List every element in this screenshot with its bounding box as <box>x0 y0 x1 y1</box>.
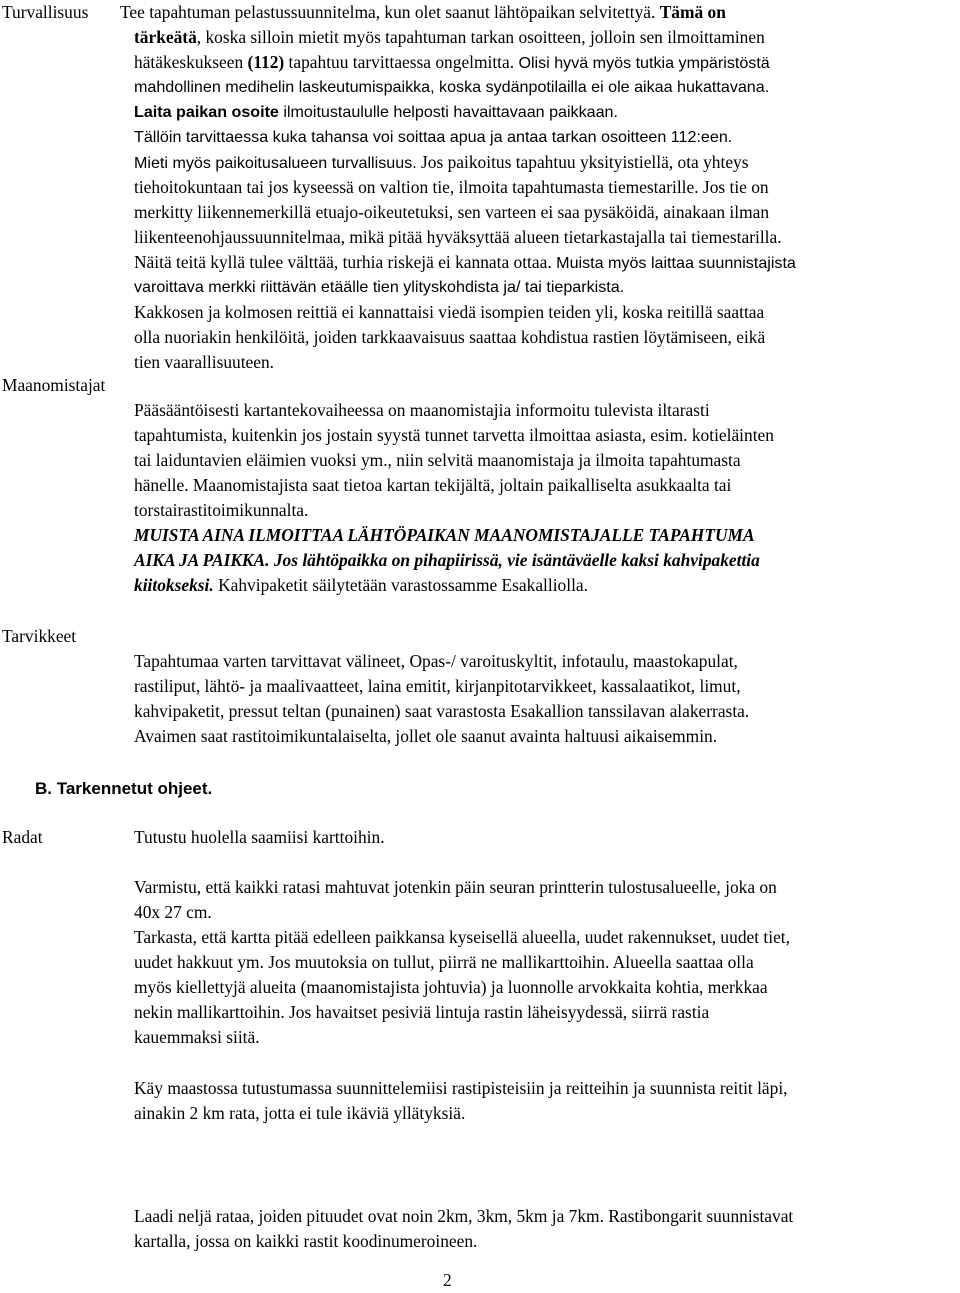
text-line: Pääsääntöisesti kartantekovaiheessa on maanomistajia informoitu tulevista iltarasti <box>134 400 710 420</box>
text-line: 40x 27 cm. <box>134 902 212 922</box>
text-line: tapahtumista, kuitenkin jos jostain syystä tunnet tarvetta ilmoittaa asiasta, esim. kotieläinten <box>134 425 774 445</box>
emphasis-line: AIKA JA PAIKKA. Jos lähtöpaikka on pihapiirissä, vie isäntäväelle kaksi kahvipakettia <box>134 550 760 570</box>
maanomistajat-section <box>134 398 960 598</box>
text-line: torstairastitoimikunnalta. <box>134 500 309 520</box>
text-line: Tee tapahtuman pelastussuunnitelma, kun olet saanut lähtöpaikan selvitettyä. Tämä on <box>120 2 726 22</box>
text-line: Käy maastossa tutustumassa suunnittelemiisi rastipisteisiin ja reitteihin ja suunnista reitit läpi, <box>134 1078 788 1098</box>
text-line: kiitokseksi. Kahvipaketit säilytetään varastossamme Esakalliolla. <box>134 575 588 595</box>
text-line: hänelle. Maanomistajista saat tietoa kartan tekijältä, joltain paikalliselta asukkaalta tai <box>134 475 732 495</box>
text-line: nekin mallikarttoihin. Jos havaitset pesiviä lintuja rastin läheisyydessä, siirrä rastia <box>134 1002 710 1022</box>
radat-courses-paragraph <box>134 1204 960 1254</box>
text-line: kahvipaketit, pressut teltan (punainen) saat varastosta Esakallion tanssilavan alakerrasta. <box>134 701 750 721</box>
text-line: Avaimen saat rastitoimikuntalaiselta, jollet ole saanut avainta haltuusi aikaisemmin. <box>134 726 718 746</box>
text-line: Mieti myös paikoitusalueen turvallisuus. Jos paikoitus tapahtuu yksityistiellä, ota yhteys <box>134 152 749 172</box>
text-line: merkitty liikennemerkillä etuajo-oikeutetuksi, sen varteen ei saa pysäköidä, ainakaan ilman <box>134 202 770 222</box>
text-line: Tarkasta, että kartta pitää edelleen paikkansa kyseisellä alueella, uudet rakennukset, uudet tiet, <box>134 927 790 947</box>
text-line: uudet hakkuut ym. Jos muutoksia on tullut, piirrä ne mallikarttoihin. Alueella saattaa olla <box>134 952 754 972</box>
text-line: ainakin 2 km rata, jotta ei tule ikäviä yllätyksiä. <box>134 1103 466 1123</box>
label-tarvikkeet: Tarvikkeet <box>2 626 77 646</box>
emphasis-line: MUISTA AINA ILMOITTAA LÄHTÖPAIKAN MAANOMISTAJALLE TAPAHTUMA <box>134 525 755 545</box>
text-line: Tapahtumaa varten tarvittavat välineet, Opas-/ varoituskyltit, infotaulu, maastokapulat, <box>134 651 738 671</box>
text-line: mahdollinen medihelin laskeutumispaikka, koska sydänpotilailla ei ole aikaa hukattavana. <box>134 78 770 96</box>
text-line: Kakkosen ja kolmosen reittiä ei kannattaisi viedä isompien teiden yli, koska reitillä saattaa <box>134 302 765 322</box>
section-b-heading: B. Tarkennetut ohjeet. <box>35 779 213 798</box>
text-line: Varmistu, että kaikki ratasi mahtuvat jotenkin päin seuran printterin tulostusalueelle, joka on <box>134 877 777 897</box>
tarvikkeet-section <box>134 649 960 749</box>
label-radat: Radat <box>2 827 43 847</box>
text-line: varoittava merkki riittävän etäälle tien ylityskohdista ja/ tai tieparkista. <box>134 278 625 296</box>
text-line: liikenteenohjaussuunnitelmaa, mikä pitää hyväksyttää alueen tietarkastajalla tai tiemestarilla. <box>134 227 782 247</box>
text-line: tärkeätä, koska silloin mietit myös tapahtuman tarkan osoitteen, jolloin sen ilmoittaminen <box>134 27 765 47</box>
text-line: Tällöin tarvittaessa kuka tahansa voi soittaa apua ja antaa tarkan osoitteen 112:een. <box>134 128 733 146</box>
text-line: Laadi neljä rataa, joiden pituudet ovat noin 2km, 3km, 5km ja 7km. Rastibongarit suunnistavat <box>134 1206 794 1226</box>
turvallisuus-section <box>120 0 960 375</box>
text-line: rastiliput, lähtö- ja maalivaatteet, laina emitit, kirjanpitotarvikkeet, kassalaatikot, limut, <box>134 676 741 696</box>
page-number: 2 <box>443 1270 452 1290</box>
text-line: myös kiellettyjä alueita (maanomistajista johtuvia) ja luonnolle arvokkaita kohtia, merkkaa <box>134 977 768 997</box>
text-line: Näitä teitä kyllä tulee välttää, turhia riskejä ei kannata ottaa. Muista myös laittaa suunnistajista <box>134 252 796 272</box>
label-maanomistajat: Maanomistajat <box>2 375 106 395</box>
text-line: tiehoitokuntaan tai jos kyseessä on valtion tie, ilmoita tapahtumasta tiemestarille. Jos tie on <box>134 177 769 197</box>
text-line: Laita paikan osoite ilmoitustaululle helposti havaittavaan paikkaan. <box>134 103 618 121</box>
text-line: olla nuoriakin henkilöitä, joiden tarkkaavaisuus saattaa kohdistua rastien löytämiseen, eikä <box>134 327 766 347</box>
label-turvallisuus: Turvallisuus <box>2 2 89 22</box>
text-line: kauemmaksi siitä. <box>134 1027 260 1047</box>
radat-section <box>134 825 960 1126</box>
text-line: tien vaarallisuuteen. <box>134 352 275 372</box>
text-line: Tutustu huolella saamiisi karttoihin. <box>134 827 385 847</box>
text-line: hätäkeskukseen (112) tapahtuu tarvittaessa ongelmitta. Olisi hyvä myös tutkia ympäristöstä <box>134 52 770 72</box>
text-line: kartalla, jossa on kaikki rastit koodinumeroineen. <box>134 1231 478 1251</box>
text-line: tai laiduntavien eläimien vuoksi ym., niin selvitä maanomistaja ja ilmoita tapahtumasta <box>134 450 741 470</box>
